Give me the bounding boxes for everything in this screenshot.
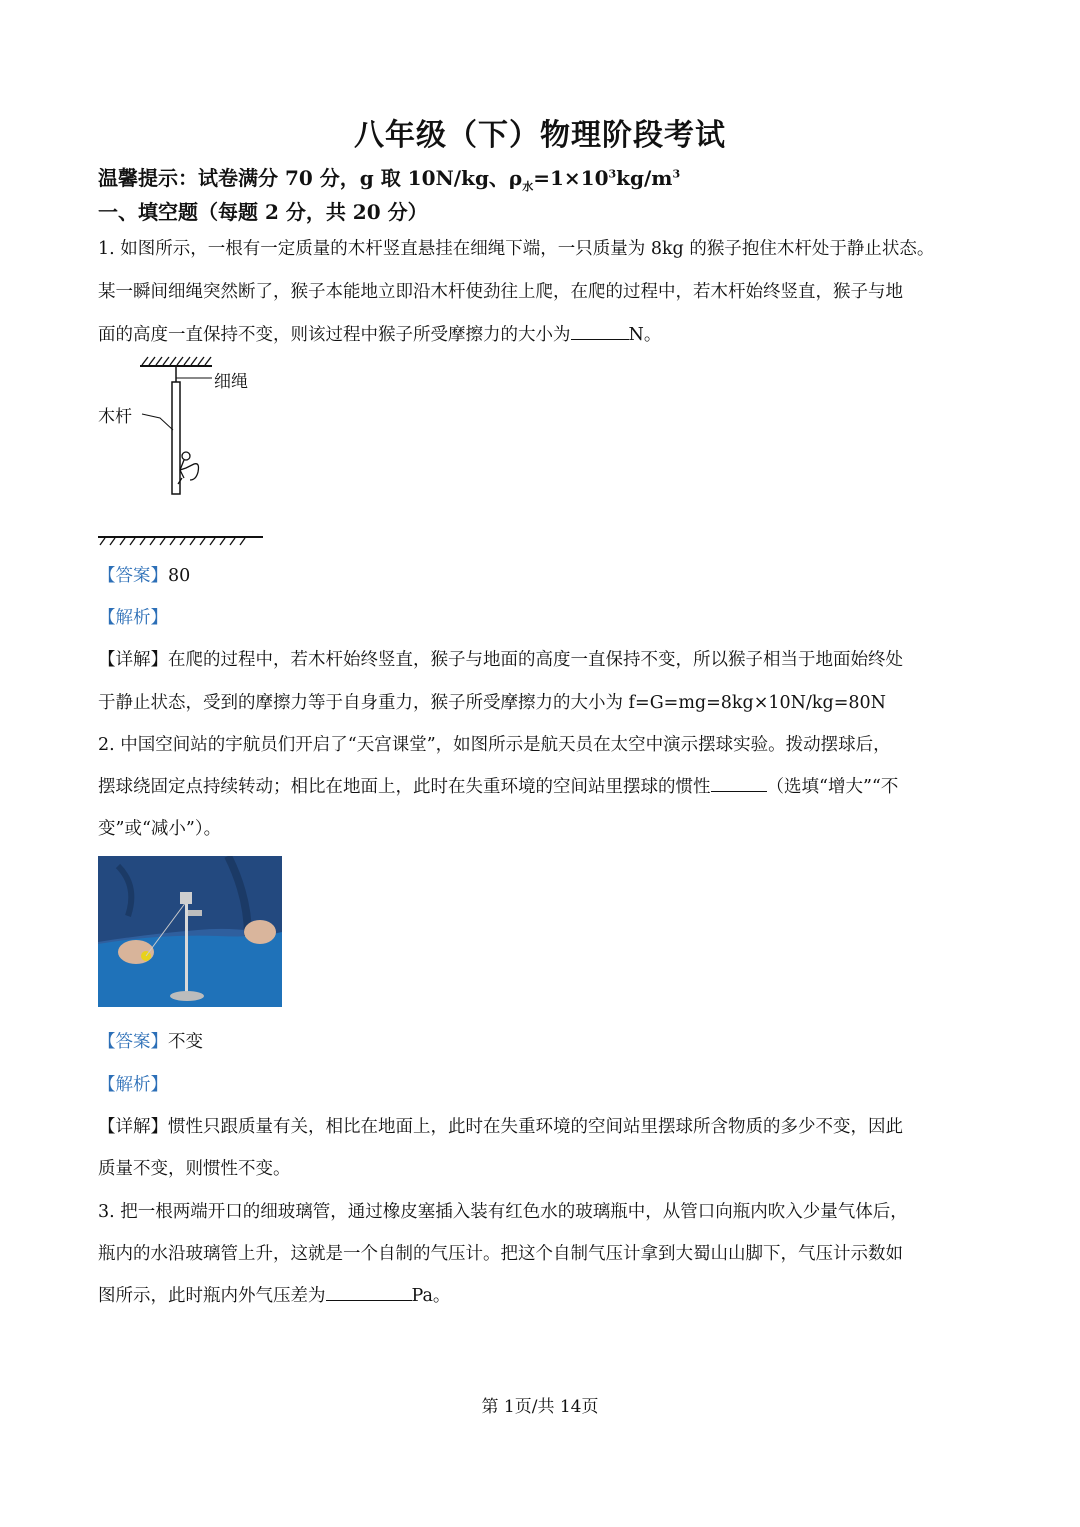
q1-answer-blank xyxy=(571,321,629,340)
q1-line1: 1. 如图所示，一根有一定质量的木杆竖直悬挂在细绳下端，一只质量为 8kg 的猴子抱住木杆处于静止状态。 xyxy=(98,239,935,259)
hint-middle: =1×10 xyxy=(533,166,609,190)
q2-detail-text1: 惯性只跟质量有关，相比在地面上，此时在失重环境的空间站里摆球所含物质的多少不变，因此 xyxy=(168,1117,903,1137)
q3-answer-blank xyxy=(326,1282,412,1301)
q1-line3 xyxy=(98,321,661,346)
q2-answer-label: 【答案】 xyxy=(98,1032,168,1052)
page-title: 八年级（下）物理阶段考试 xyxy=(354,118,726,153)
q1-line3-after: N。 xyxy=(628,325,662,345)
q2-detail-line1 xyxy=(98,1113,903,1138)
q2-photo xyxy=(98,856,282,1007)
q2-detail-label: 【详解】 xyxy=(98,1117,168,1137)
q1-answer-value: 80 xyxy=(168,566,191,586)
hint-sup: 3 xyxy=(608,167,617,181)
hint-prefix: 温馨提示：试卷满分 70 分，g 取 10N/kg、ρ xyxy=(98,166,523,190)
q3-line1: 3. 把一根两端开口的细玻璃管，通过橡皮塞插入装有红色水的玻璃瓶中，从管口向瓶内吹入少量气体后， xyxy=(98,1202,908,1222)
hint-suffix: kg/m xyxy=(616,166,673,190)
q1-analysis-label: 【解析】 xyxy=(98,608,168,628)
q1-detail-line1 xyxy=(98,646,903,671)
q1-ground xyxy=(98,530,268,550)
q2-line3: 变”或“减小”）。 xyxy=(98,819,222,839)
q2-answer xyxy=(98,1028,203,1053)
q3-line3-after: Pa。 xyxy=(411,1286,451,1306)
q1-figure-svg xyxy=(96,352,276,547)
q3-line3 xyxy=(98,1282,450,1307)
q2-line1: 2. 中国空间站的宇航员们开启了“天宫课堂”，如图所示是航天员在太空中演示摆球实验。拨动摆球后， xyxy=(98,735,891,755)
q2-line2 xyxy=(98,773,898,798)
q3-line2: 瓶内的水沿玻璃管上升，这就是一个自制的气压计。把这个自制气压计拿到大蜀山山脚下，气压计示数如 xyxy=(98,1244,903,1264)
q1-line2: 某一瞬间细绳突然断了，猴子本能地立即沿木杆使劲往上爬，在爬的过程中，若木杆始终竖直，猴子与地 xyxy=(98,282,903,302)
q2-answer-value: 不变 xyxy=(168,1032,203,1052)
q1-figure xyxy=(96,352,276,547)
q1-detail-line2: 于静止状态，受到的摩擦力等于自身重力，猴子所受摩擦力的大小为 f=G=mg=8kg×10N/kg=80N xyxy=(98,693,886,713)
q1-answer-label: 【答案】 xyxy=(98,566,168,586)
q2-answer-blank xyxy=(711,773,767,792)
hint-sub: 水 xyxy=(522,180,534,193)
q1-detail-label: 【详解】 xyxy=(98,650,168,670)
section-heading: 一、填空题（每题 2 分，共 20 分） xyxy=(98,200,428,224)
q2-photo-svg xyxy=(98,856,282,1007)
q2-line2-before: 摆球绕固定点持续转动；相比在地面上，此时在失重环境的空间站里摆球的惯性 xyxy=(98,777,711,797)
fig-label-pole: 木杆 xyxy=(98,407,132,427)
q2-line2-after: （选填“增大”“不 xyxy=(766,777,899,797)
q3-line3-before: 图所示，此时瓶内外气压差为 xyxy=(98,1286,326,1306)
q1-answer xyxy=(98,562,190,587)
ground-hatch-svg xyxy=(98,530,268,546)
q1-detail-text1: 在爬的过程中，若木杆始终竖直，猴子与地面的高度一直保持不变，所以猴子相当于地面始终处 xyxy=(168,650,903,670)
fig-label-rope: 细绳 xyxy=(214,372,248,392)
q2-analysis-label: 【解析】 xyxy=(98,1075,168,1095)
page-footer: 第 1页/共 14页 xyxy=(481,1397,599,1417)
hint-sup2: 3 xyxy=(672,167,681,181)
q1-line3-before: 面的高度一直保持不变，则该过程中猴子所受摩擦力的大小为 xyxy=(98,325,571,345)
exam-hint xyxy=(98,162,680,194)
q2-detail-line2: 质量不变，则惯性不变。 xyxy=(98,1159,291,1179)
